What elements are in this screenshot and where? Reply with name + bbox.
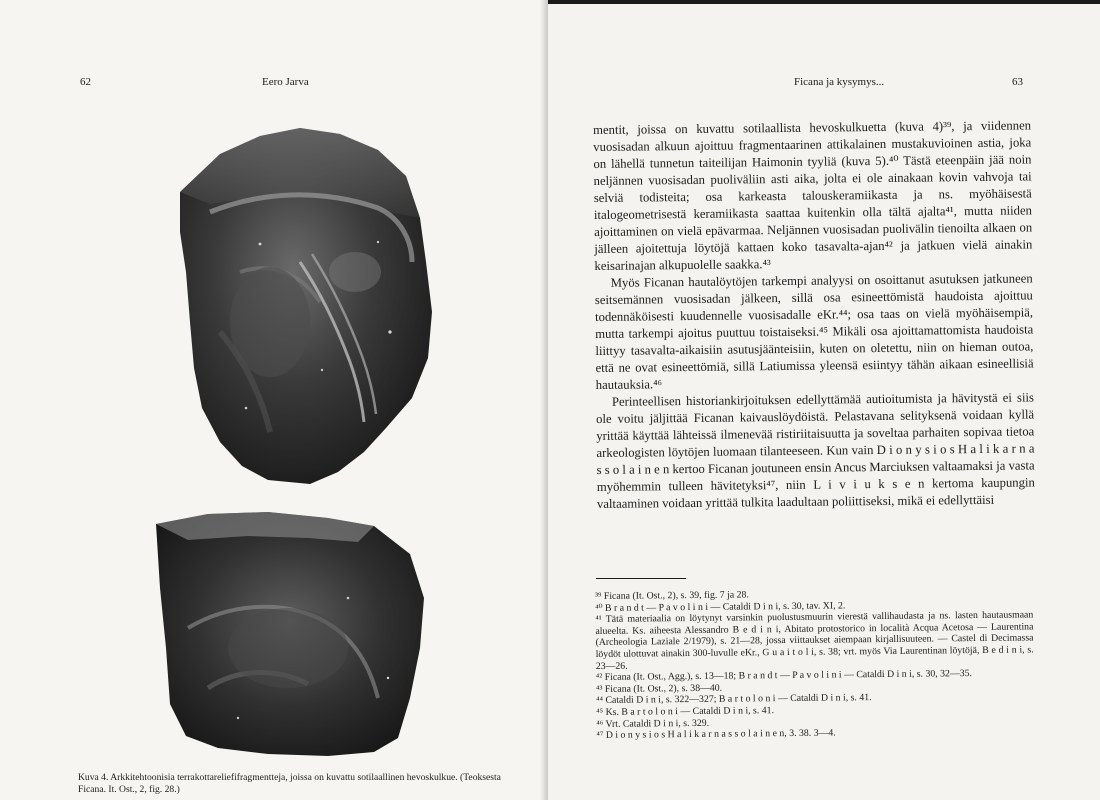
terracotta-fragment-photo-upper xyxy=(150,122,440,492)
running-head-left: Eero Jarva xyxy=(262,76,309,88)
left-page xyxy=(0,0,548,800)
footnote: ⁴⁵ Ks. B a r t o l o n i — Cataldi D i n i, s. 41. xyxy=(596,705,775,718)
page-top-edge xyxy=(548,0,1100,4)
figure-caption: Kuva 4. Arkkitehtoonisia terrakottareliefifragmentteja, joissa on kuvattu sotilaallinen hevoskulkue. (Teoksesta Ficana. It. Ost., 2, fig. 28.) xyxy=(78,772,501,795)
terracotta-fragment-photo-lower xyxy=(148,508,428,758)
footnote: ⁴⁷ D i o n y s i o s H a l i k a r n a s s o l a i n e n, 3. 38. 3—4. xyxy=(596,727,836,742)
footnote: ⁴⁴ Cataldi D i n i, s. 322—327; B a r t o l o n i — Cataldi D i n i, s. 41. xyxy=(596,692,872,707)
footnote: ⁴¹ Tätä materiaalia on löytynyt varsinkin puolustusmuurin vierestä vallihaudasta ja ns. lasten hautausmaan alueelta. Ks. aiheesta Alessandro B e d i n i, Abitato protostorico in località Acqua Acetosa — Laurentina (Archeologia Laziale 2/1979), s. 21—28, jossa viittaukset aiempaan kirjallisuuteen. — Castel di Decimassa löydöt ulottuvat ainakin 300-luvulle eKr., G u a i t o l i, s. 38; vrt. myös Via Laurentinan löytöjä, B e d i n i, s. 23—26. xyxy=(595,609,1034,672)
footnote: ³⁹ Ficana (It. Ost., 2), s. 39, fig. 7 ja 28. xyxy=(595,589,749,602)
footnote: ⁴² Ficana (It. Ost., Agg.), s. 13—18; B r a n d t — P a v o l i n i — Cataldi D i n i, s. 30, 32—35. xyxy=(595,668,973,684)
paragraph: mentit, joissa on kuvattu sotilaallista hevoskulkuetta (kuva 4)³⁹, ja viidennen vuosisadan alkuun ajoittuu fragmentaarinen attikalainen mustakuvioinen astia, joka on lähellä tunnetun taiteilijan Haimonin tyyliä (kuva 5).⁴⁰ Tästä eteenpäin jää noin neljännen vuosisadan puoliväliin asti aika, jolta ei ole ainakaan kovin vahvoja tai selviä todisteita; osa karkeasta talouskeramiikasta ja ns. myöhäisestä italogeometrisestä keramiikasta saattaa kuitenkin olla tältä ajalta⁴¹, mutta niiden ajoittaminen on vielä epävarmaa. Neljännen vuosisadan puolivälin tienoilta alkaen on jälleen ajoitettuja löytöjä kattaen koko tasavalta-ajan⁴² ja jatkuen vielä ainakin keisarinajan alkupuolelle saakka.⁴³ xyxy=(593,118,1033,273)
footnote-separator xyxy=(596,578,686,579)
running-head-right: Ficana ja kysymys... xyxy=(794,76,885,88)
page-number-left: 62 xyxy=(80,76,91,88)
paragraph: Perinteellisen historiankirjoituksen edellyttämää autioitumista ja hävitystä ei siis ole voitu jäljittää Ficanan kaivauslöydöistä. Pelastavana selityksenä voidaan kyllä yrittää käyttää lähteissä ilmenevää ristiriitaisuutta ja soveltaa parhaiten sopivaa tietoa arkeologisten löytöjen luomaan tilanteeseen. Kun vain D i o n y s i o s H a l i k a r n a s s o l a i n e n kertoo Ficanan joutuneen ensin Ancus Marciuksen valtaamaksi ja vasta myöhemmin tulleen hävitetyksi⁴⁷, niin L i v i u k s e n kertoma kaupungin valtaaminen voidaan yrittää tulkita laadultaan poliittiseksi, mikä ei edellyttäisi xyxy=(596,390,1035,511)
paragraph: Myös Ficanan hautalöytöjen tarkempi analyysi on osoittanut asutuksen jatkuneen seitsemännen vuosisadan jälkeen, sillä osa esineettömistä haudoista ajoittuu todennäköisesti kuudennelle vuosisadalle eKr.⁴⁴; osa taas on vielä myöhäisempiä, mutta tarkempi ajoitus puuttuu toistaiseksi.⁴⁵ Mikäli osa ajoittamattomista haudoista liittyy tasavalta-aikaisiin asutusjäänteisiin, kuten on oletettu, niin on hieman outoa, että ne ovat esineettömiä, sillä Latiumissa yleensä esiintyy tähän aikaan esineellisiä hautauksia.⁴⁶ xyxy=(594,271,1034,392)
footnote: ⁴⁶ Vrt. Cataldi D i n i, s. 329. xyxy=(596,717,710,730)
footnotes xyxy=(595,586,1035,741)
body-text xyxy=(593,117,1035,513)
footnote: ⁴⁰ B r a n d t — P a v o l i n i — Cataldi D i n i, s. 30, tav. XI, 2. xyxy=(595,599,846,614)
footnote: ⁴³ Ficana (It. Ost., 2), s. 38—40. xyxy=(595,682,723,695)
page-number-right: 63 xyxy=(1012,76,1023,88)
